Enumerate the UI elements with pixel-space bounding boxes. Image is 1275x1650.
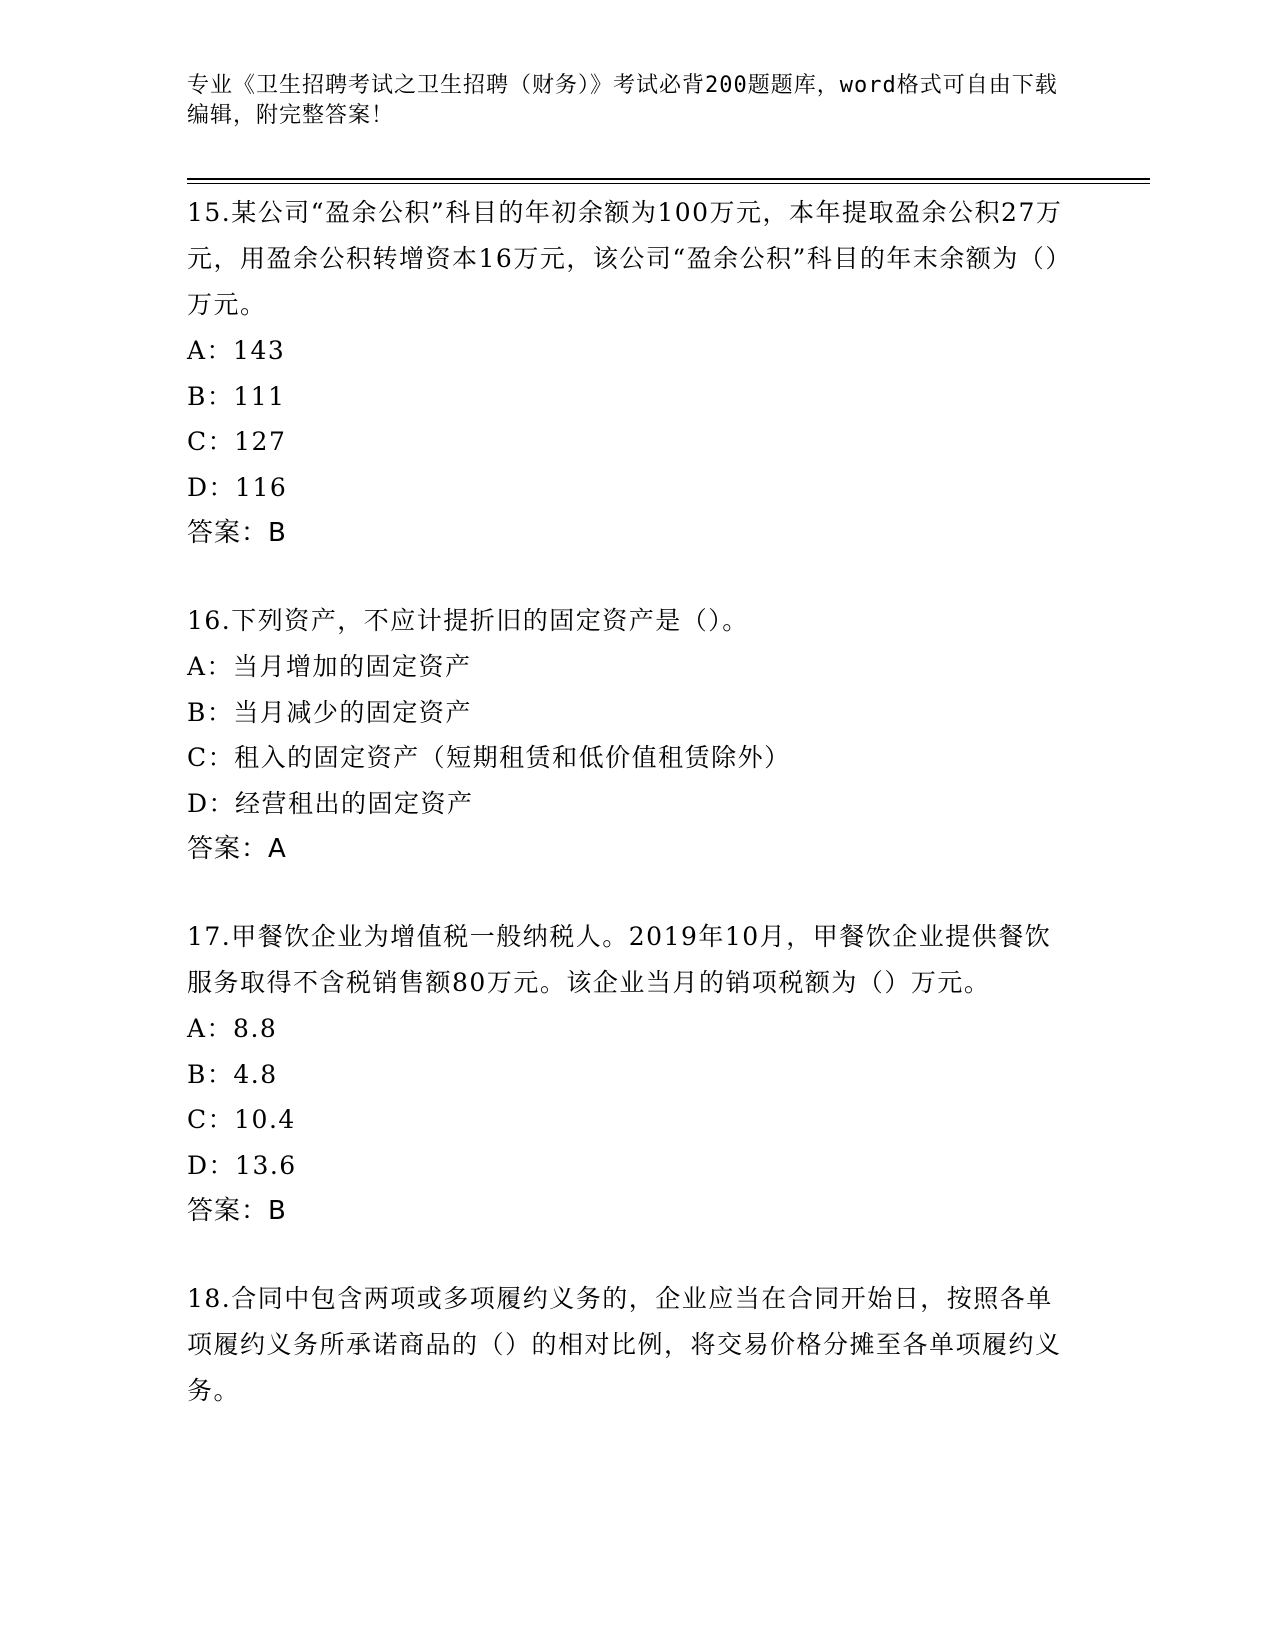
question-18: [187, 1276, 1077, 1414]
question-list: [187, 190, 1077, 1456]
question-15: [187, 190, 1077, 556]
question-stem: 18.合同中包含两项或多项履约义务的，企业应当在合同开始日，按照各单项履约义务所承诺商品的（）的相对比例，将交易价格分摊至各单项履约义务。: [187, 1284, 1062, 1405]
option-b: B：当月减少的固定资产: [187, 697, 472, 727]
option-c: C：租入的固定资产（短期租赁和低价值租赁除外）: [187, 743, 791, 772]
question-17: [187, 914, 1077, 1234]
answer-label: 答案：A: [187, 834, 287, 864]
question-stem: 17.甲餐饮企业为增值税一般纳税人。2019年10月，甲餐饮企业提供餐饮服务取得不含税销售额80万元。该企业当月的销项税额为（）万元。: [187, 922, 1052, 997]
option-a: A：8.8: [187, 1014, 278, 1043]
option-d: D：13.6: [187, 1150, 297, 1180]
option-a: A：当月增加的固定资产: [187, 652, 472, 681]
question-16: [187, 598, 1077, 872]
option-d: D：经营租出的固定资产: [187, 788, 474, 818]
answer-label: 答案：B: [187, 518, 287, 548]
answer-label: 答案：B: [187, 1196, 287, 1226]
question-stem: 16.下列资产，不应计提折旧的固定资产是（）。: [187, 606, 749, 635]
option-d: D：116: [187, 472, 288, 502]
option-a: A：143: [187, 336, 286, 365]
header-divider-thin: [187, 183, 1150, 184]
header-divider-thick: [187, 178, 1150, 180]
question-stem: 15.某公司“盈余公积”科目的年初余额为100万元，本年提取盈余公积27万元，用盈余公积转增资本16万元，该公司“盈余公积”科目的年末余额为（）万元。: [187, 198, 1072, 319]
option-c: C：10.4: [187, 1105, 296, 1134]
document-header: 专业《卫生招聘考试之卫生招聘（财务）》考试必背200题题库，word格式可自由下载编辑，附完整答案！: [187, 73, 1058, 128]
option-b: B：4.8: [187, 1059, 278, 1089]
option-c: C：127: [187, 427, 287, 456]
option-b: B：111: [187, 381, 286, 411]
